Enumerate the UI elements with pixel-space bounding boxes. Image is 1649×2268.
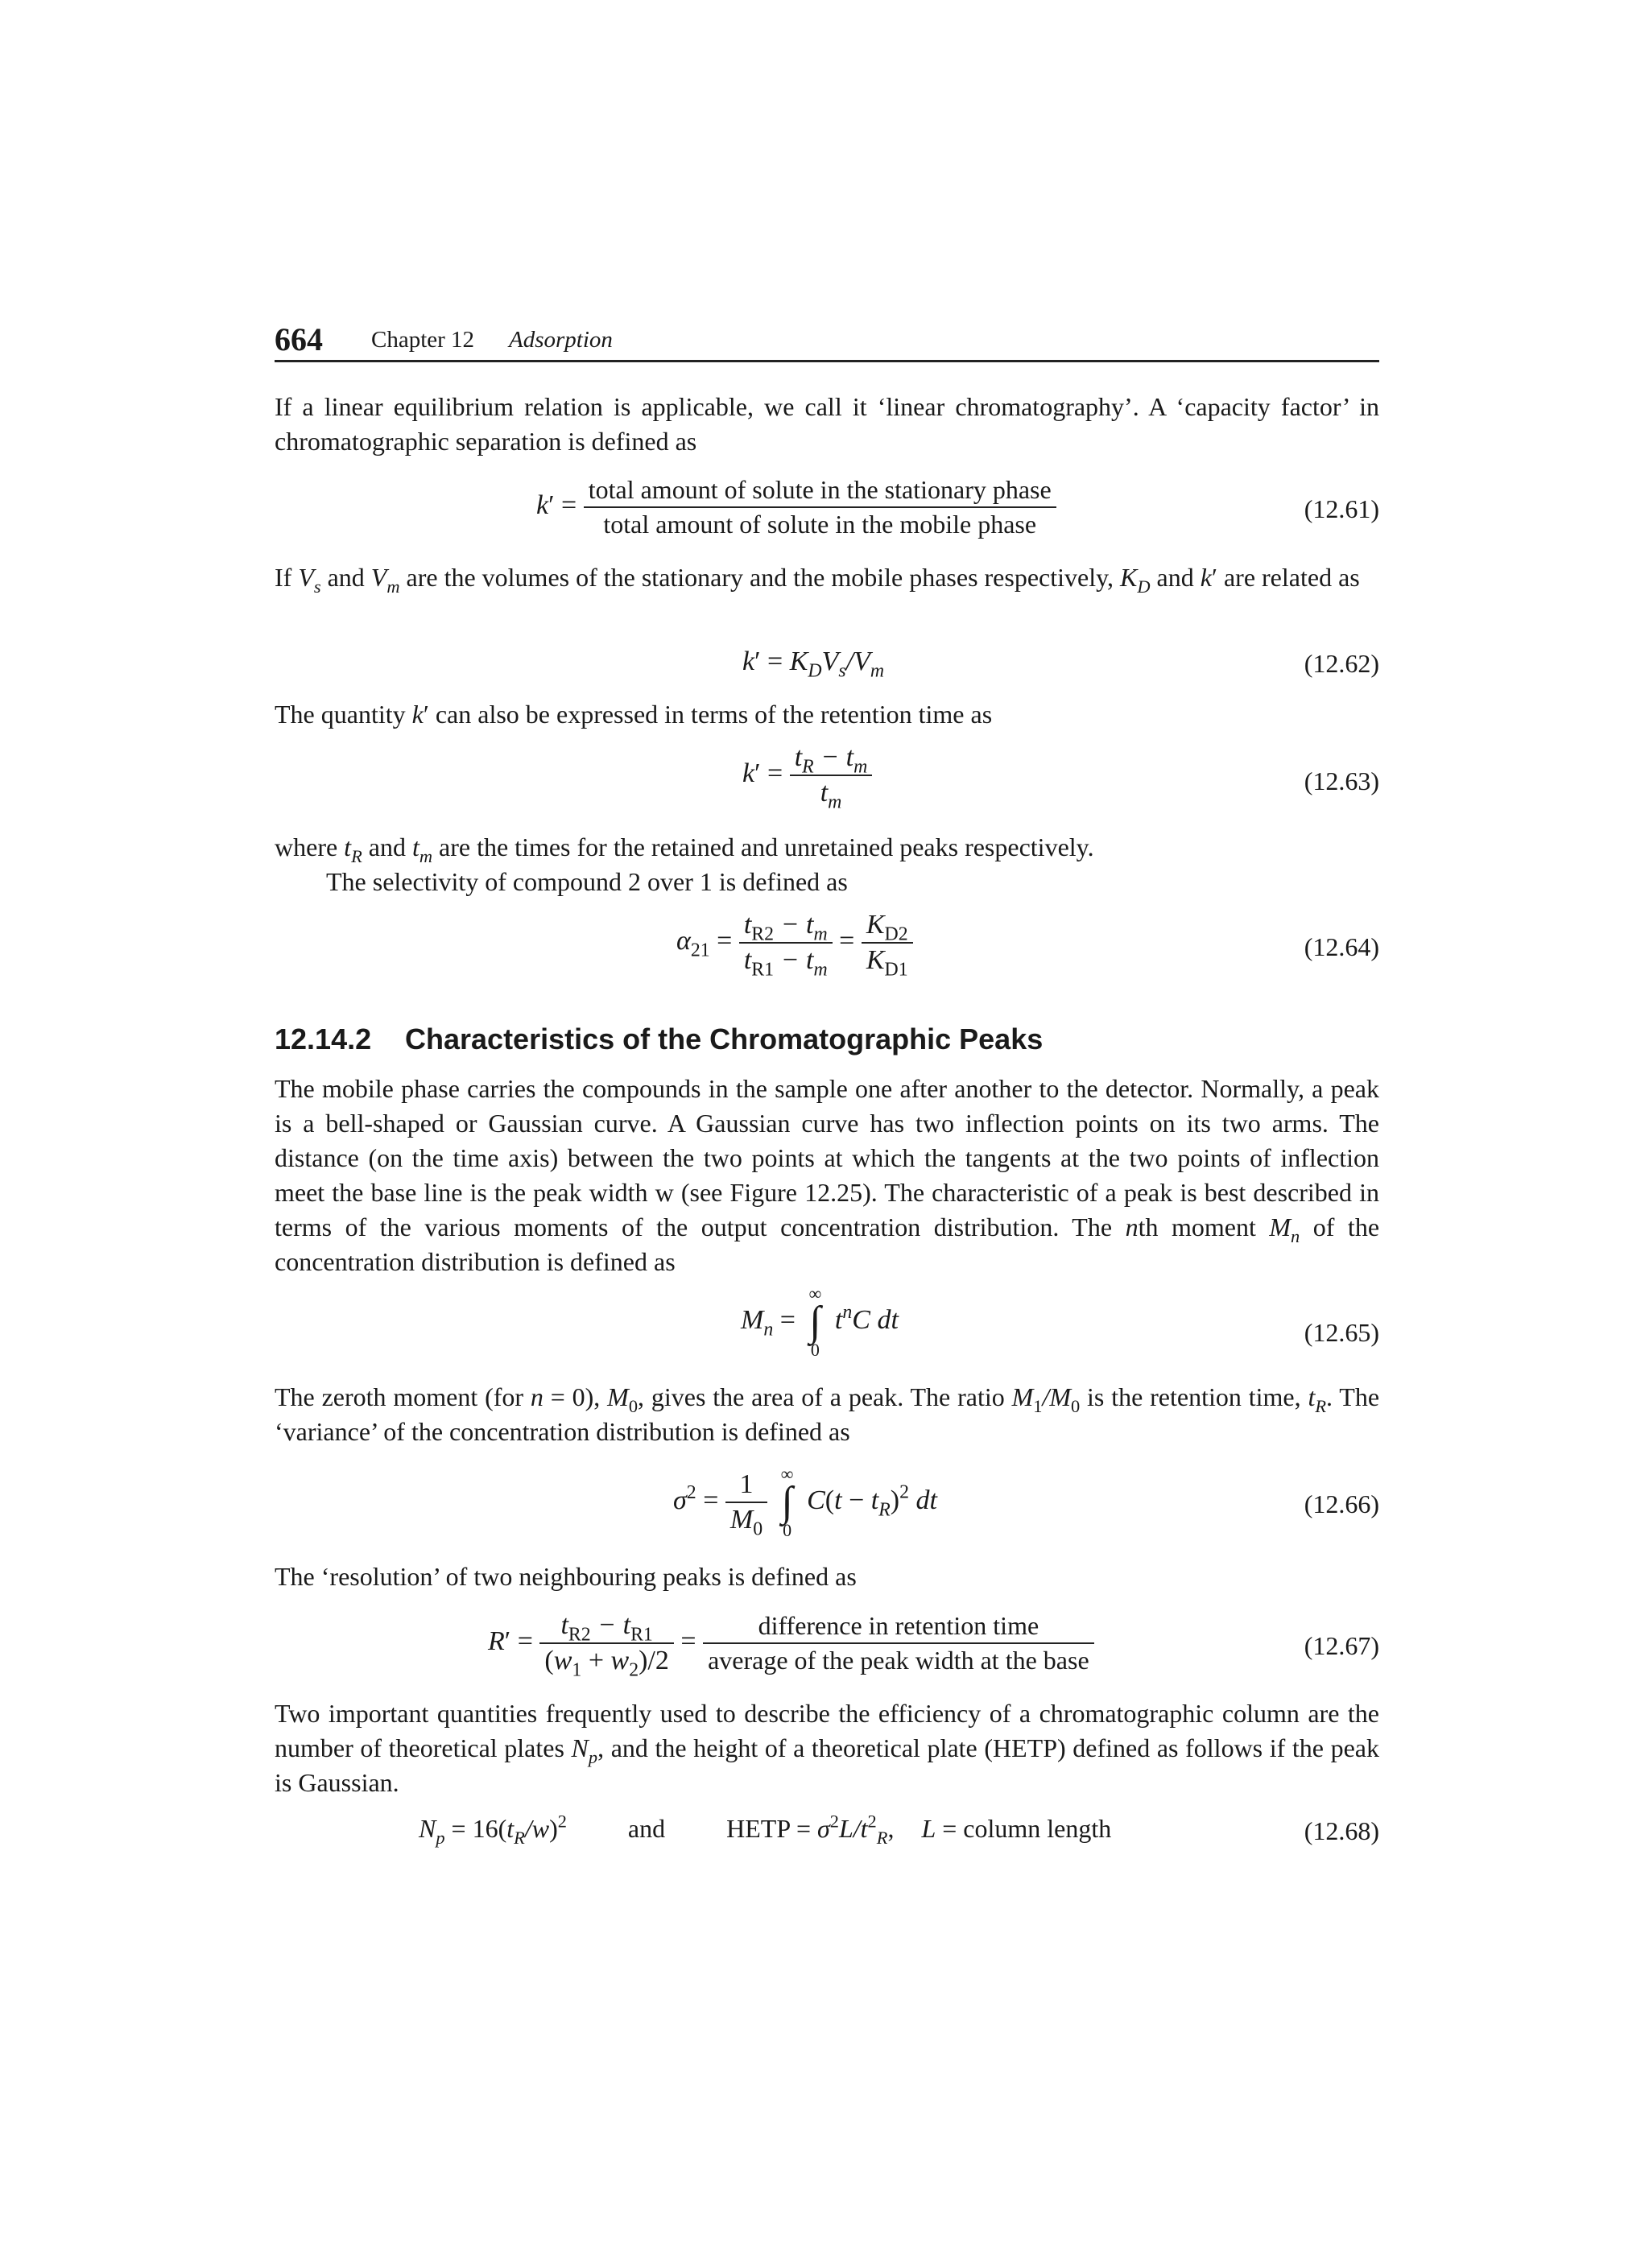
equation-label-12-66: (12.66)	[1304, 1489, 1379, 1518]
equation-label-12-68: (12.68)	[1304, 1816, 1379, 1845]
equation-label-12-62: (12.62)	[1304, 649, 1379, 678]
paragraph-selectivity: The selectivity of compound 2 over 1 is defined as	[326, 867, 848, 896]
eq61-numerator: total amount of solute in the stationary phase	[584, 475, 1056, 508]
running-header	[275, 320, 1379, 359]
equation-12-66: $\sigma^2$ = $\frac{1}{M_0}$ ∞ ∫ 0 $C(t - t_R)^2$ dt	[673, 1464, 937, 1540]
equation-label-12-61: (12.61)	[1304, 494, 1379, 523]
equation-label-12-64: (12.64)	[1304, 932, 1379, 961]
paragraph-volumes: If $V_s$ and $V_m$ are the volumes of the stationary and the mobile phases respectively, $K_D$ and k′ are related as	[275, 563, 1360, 597]
equation-12-62: $k' = K_DV_s/V_m$	[742, 647, 885, 682]
equation-12-64: $\alpha_{21}$ = $\frac{t_{R2} - t_m}{t_{R1} - t_m}$ = $\frac{K_{D2}}{K_{D1}}$	[676, 910, 913, 976]
equation-12-67: R′ = $\frac{t_{R2} - t_{R1}}{(w_1 + w_2)/2}$ = $\frac{\text{difference in retention time}}{\text{average of the peak width at the base}}$	[488, 1610, 1094, 1676]
eq67-numerator: difference in retention time	[703, 1611, 1094, 1644]
eq68-and: and	[627, 1814, 666, 1843]
equation-12-65: $M_n$ = ∞ ∫ 0 $t^nC$ dt	[741, 1283, 899, 1360]
eq61-denominator: total amount of solute in the mobile phase	[603, 510, 1037, 539]
equation-label-12-65: (12.65)	[1304, 1318, 1379, 1347]
paragraph-retention-time: The quantity k′ can also be expressed in terms of the retention time as	[275, 700, 993, 729]
paragraph-resolution: The ‘resolution’ of two neighbouring peaks is defined as	[275, 1562, 857, 1591]
equation-12-63: k′ = $\frac{t_R - t_m}{t_m}$	[742, 742, 872, 808]
paragraph-capacity-factor: If a linear equilibrium relation is applicable, we call it ‘linear chromatography’. A ‘capacity factor’ in chromatographic separation is defined as	[275, 392, 1379, 456]
paragraph-where-tr: where $t_R$ and $t_m$ are the times for the retained and unretained peaks respectively.	[275, 832, 1094, 866]
section-heading	[275, 1022, 1043, 1056]
equation-12-68: $N_p = 16(t_R/w)^2$ and HETP = $\sigma^2L/t^2_R$, L = column length	[419, 1811, 1112, 1848]
page-number: 664	[275, 321, 323, 357]
paragraph-theoretical-plates: Two important quantities frequently used to describe the efficiency of a chromatographic column are the number of theoretical plates $N_p$, and the height of a theoretical plate (HETP) defined as follows if the peak is Gaussian.	[275, 1699, 1380, 1797]
equation-label-12-63: (12.63)	[1304, 766, 1379, 795]
eq68-column-length: column length	[963, 1814, 1112, 1843]
paragraph-mobile-phase: The mobile phase carries the compounds in the sample one after another to the detector. Normally, a peak is a bell-shaped or Gaussian curve. A Gaussian curve has two inflection points on its two arms. The distance (on the time axis) between the two points at which the tangents at the two points of inflection meet the base line is the peak width w (see Figure 12.25). The characteristic of a peak is best described in terms of the various moments of the output concentration distribution. The nth moment $M_n$ of the concentration distribution is defined as	[275, 1074, 1380, 1276]
eq67-denominator: average of the peak width at the base	[708, 1646, 1089, 1675]
section-number: 12.14.2	[275, 1022, 372, 1056]
paragraph-zeroth-moment: The zeroth moment (for n = 0), $M_0$, gives the area of a peak. The ratio $M_1/M_0$ is the retention time, $t_R$. The ‘variance’ of the concentration distribution is defined as	[275, 1382, 1380, 1446]
chapter-label: Chapter 12	[371, 327, 475, 353]
equation-12-61: k′ = $\frac{\text{total amount of solute in the stationary phase}}{\text{total amount of solute in the mobile phase}}$	[536, 475, 1056, 539]
chapter-title: Adsorption	[509, 327, 613, 353]
section-title: Characteristics of the Chromatographic Peaks	[405, 1022, 1044, 1056]
header-rule	[275, 360, 1379, 362]
equation-label-12-67: (12.67)	[1304, 1631, 1379, 1660]
